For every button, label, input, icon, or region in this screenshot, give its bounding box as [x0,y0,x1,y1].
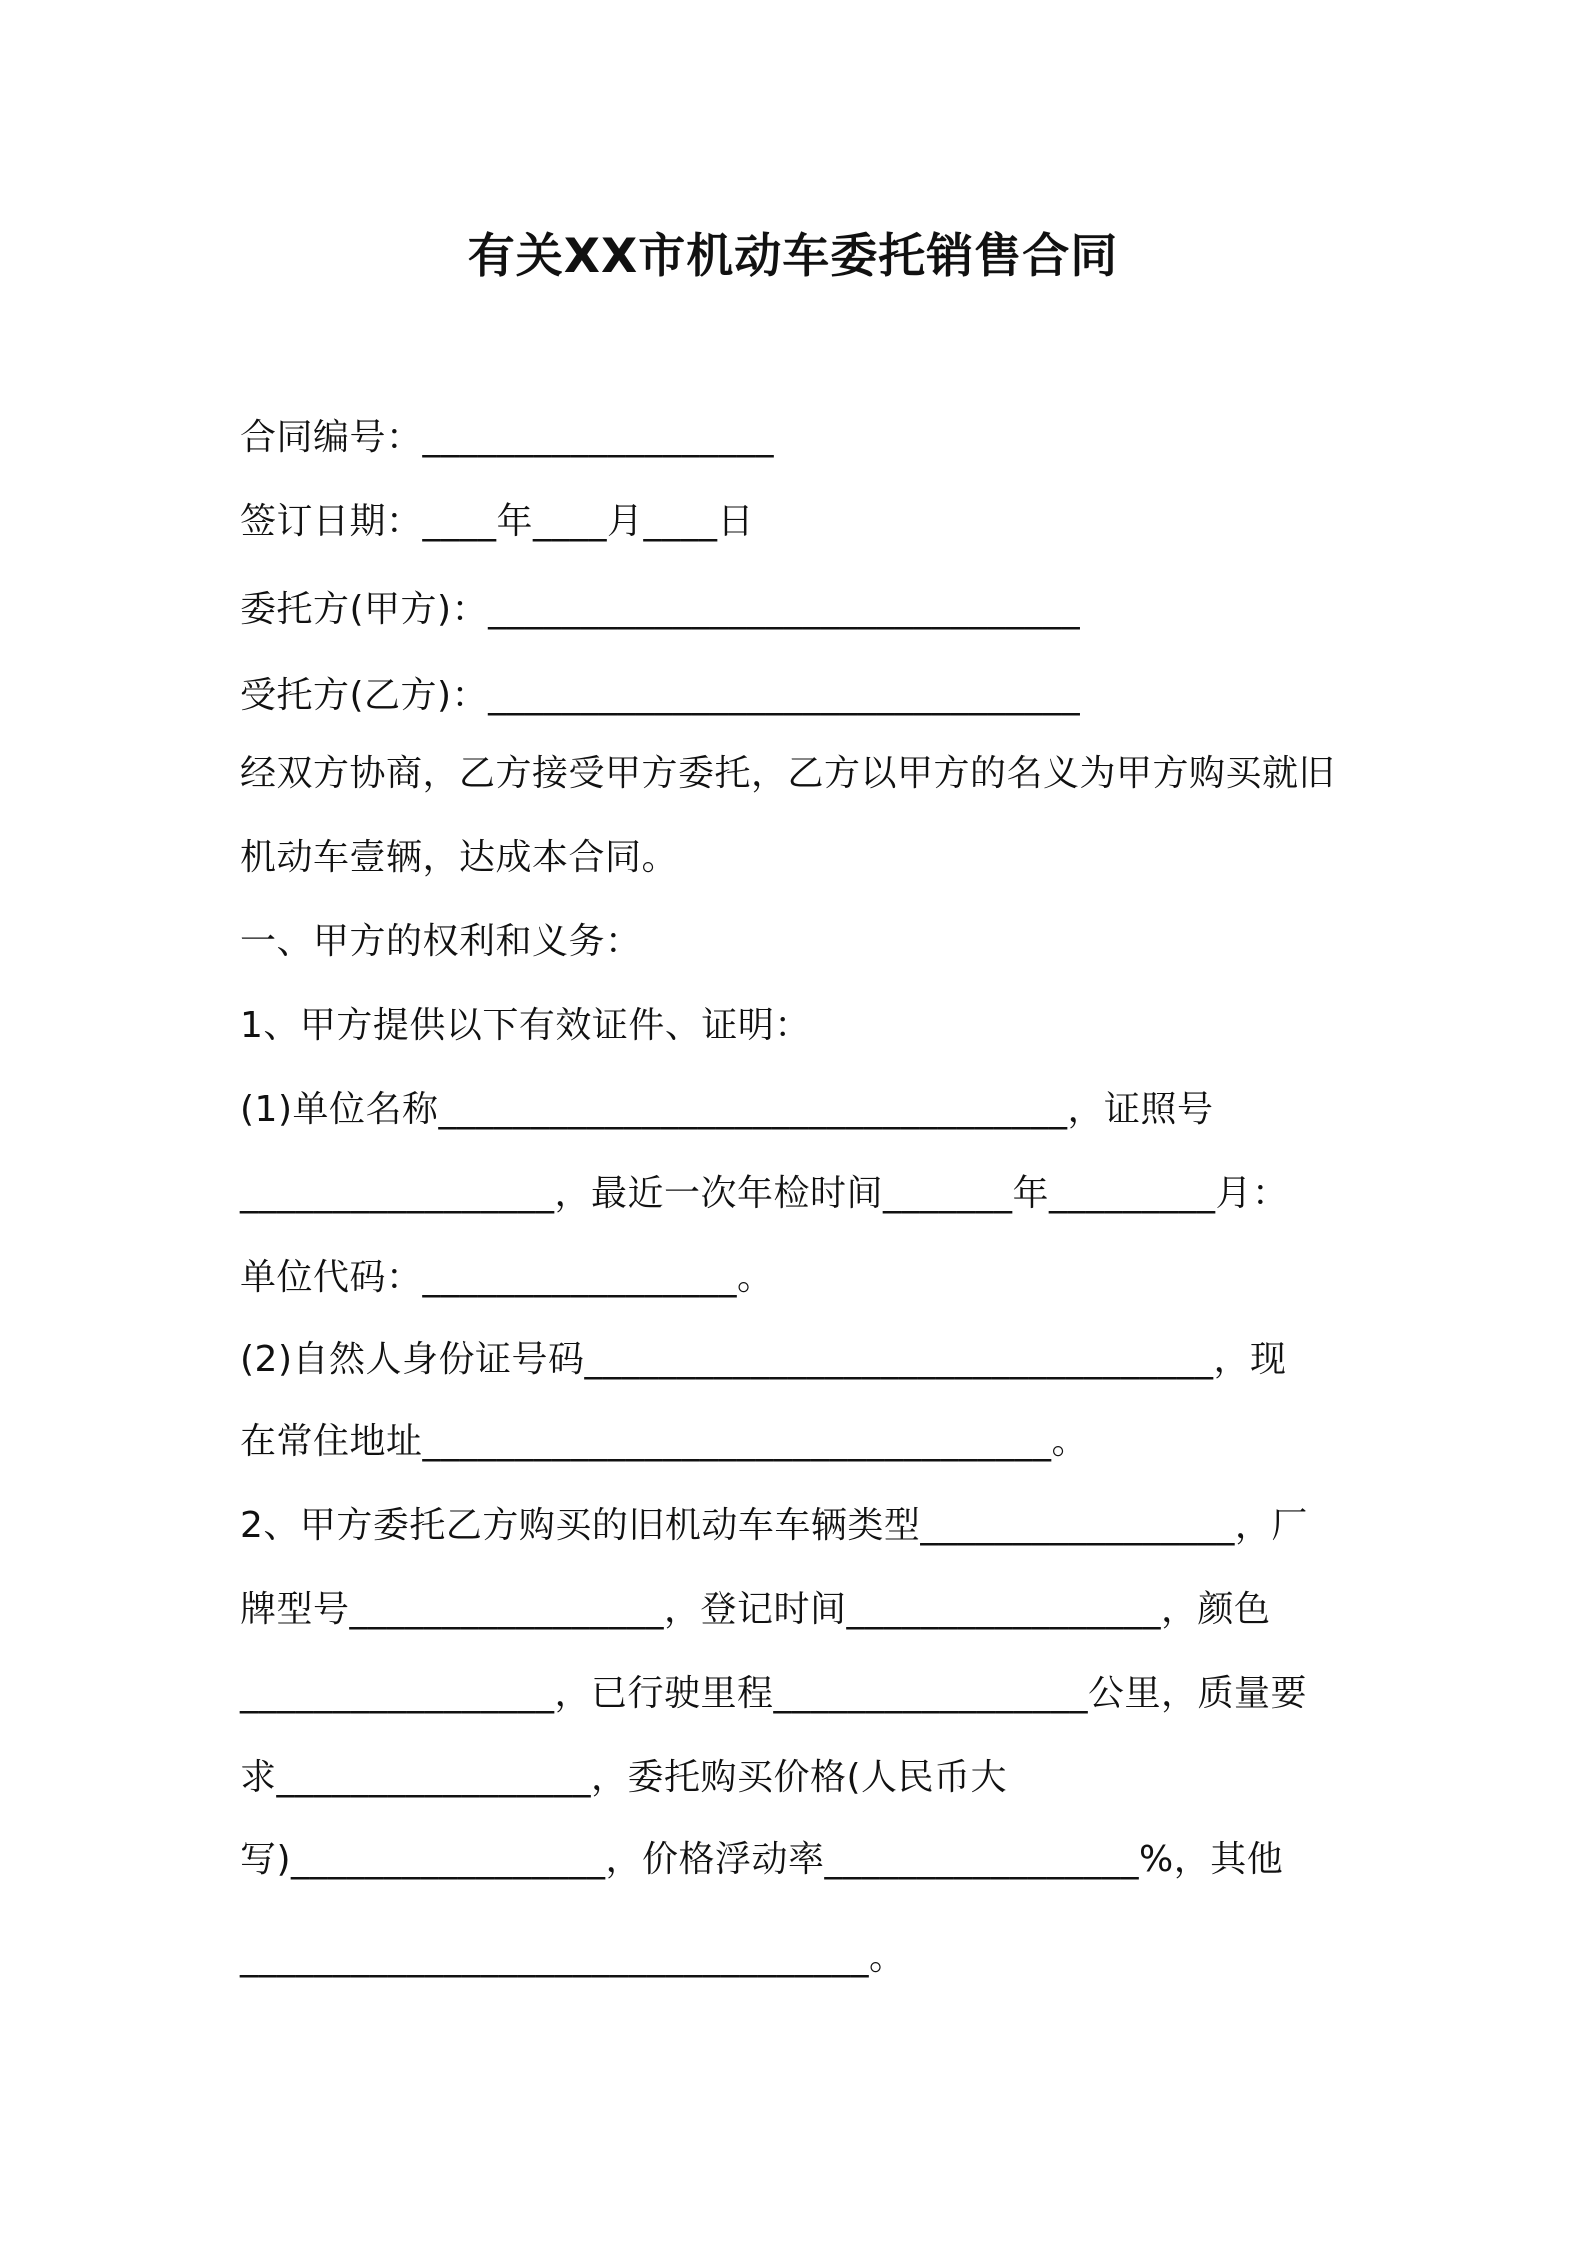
clause-2-line-6: __________________________________。 [240,1937,906,1978]
clause-2-line-1: 2、甲方委托乙方购买的旧机动车车辆类型_________________，厂 [240,1505,1308,1546]
agent-party-line: 受托方(乙方)：________________________________ [240,675,1081,716]
preamble-line-2: 机动车壹辆，达成本合同。 [240,837,679,878]
contract-number-line: 合同编号：___________________ [240,417,775,458]
clause-1-item-1-line-3: 单位代码：_________________。 [240,1257,774,1298]
clause-2-line-3: _________________，已行驶里程_________________公里，质量要 [240,1673,1308,1714]
clause-2-line-4: 求_________________，委托购买价格(人民币大 [240,1757,1008,1798]
clause-1-item-2-line-1: (2)自然人身份证号码__________________________________，现 [240,1339,1287,1380]
clause-1-item-1-line-1: (1)单位名称__________________________________，证照号 [240,1089,1214,1130]
principal-party-line: 委托方(甲方)：________________________________ [240,589,1081,630]
signing-date-line: 签订日期：____年____月____日 [240,501,755,542]
clause-2-line-2: 牌型号_________________，登记时间_________________，颜色 [240,1589,1271,1630]
clause-1-item-2-line-2: 在常住地址__________________________________。 [240,1421,1089,1462]
section-heading-1: 一、甲方的权利和义务： [240,921,642,962]
document-title: 有关XX市机动车委托销售合同 [467,229,1119,284]
clause-1-item-1-line-2: _________________，最近一次年检时间_______年_________月： [240,1173,1289,1214]
clause-2-line-5: 写)_________________，价格浮动率_________________%，其他 [240,1839,1284,1880]
clause-1-heading: 1、甲方提供以下有效证件、证明： [240,1005,811,1046]
preamble-line-1: 经双方协商，乙方接受甲方委托，乙方以甲方的名义为甲方购买就旧 [240,753,1336,794]
